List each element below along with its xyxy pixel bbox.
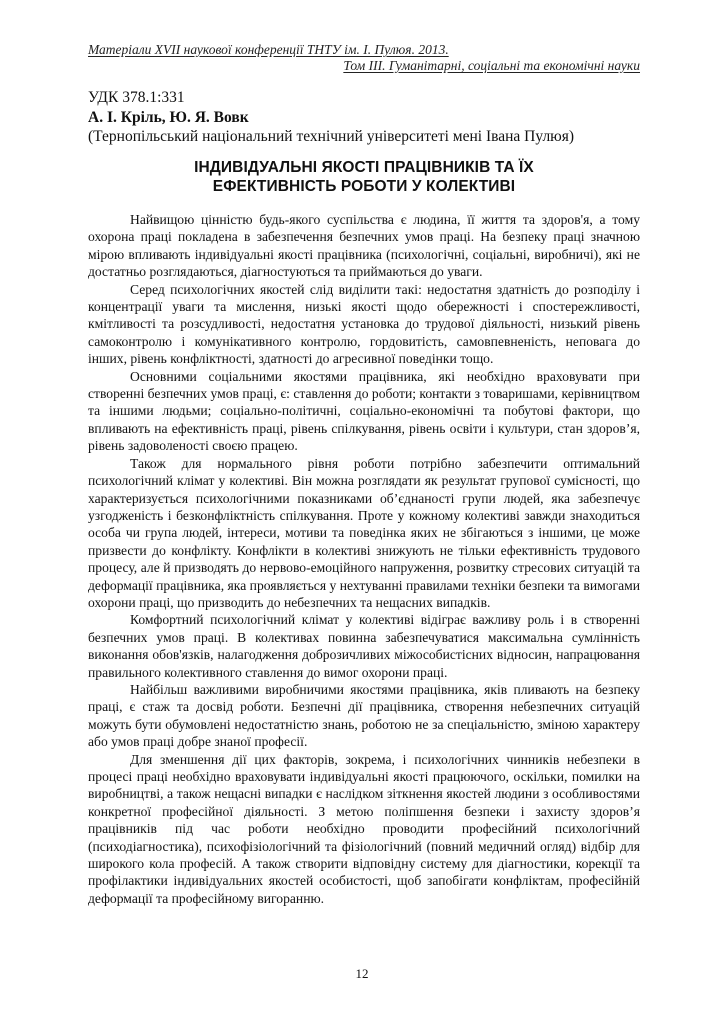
running-header-volume: Том ІІІ. Гуманітарні, соціальні та економічні науки [343, 58, 640, 73]
affiliation: (Тернопільський національний технічний університеті мені Івана Пулюя) [88, 128, 575, 145]
authors: А. І. Кріль, Ю. Я. Вовк [88, 108, 249, 126]
article-body [88, 211, 640, 907]
running-header [88, 42, 640, 74]
paragraph: Для зменшення дії цих факторів, зокрема, і психологічних чинників небезпеки в процесі праці необхідно враховувати індивідуальні якості працюючого, оскільки, помилки на виробництві, а також нещасні випадки є наслідком зіткнення якостей людини з особливостями конкретної професійної діяльності. З метою поліпшення безпеки і захисту здоров’я працівників під час роботи необхідно проводити професійний психологічний (психодіагностика), психофізіологічний та фізіологічний (повний медичний огляд) відбір для широкого кола професій. А також створити відповідну систему для діагностики, корекції та профілактики індивідуальних якостей особистості, щоб запобігати конфліктам, професійній деформації та професійному вигоранню. [88, 751, 640, 906]
article-meta [88, 88, 648, 147]
title-line-2: ЕФЕКТИВНІСТЬ РОБОТИ У КОЛЕКТИВІ [212, 178, 516, 195]
page-number: 12 [355, 966, 369, 981]
title-line-1: ІНДИВІДУАЛЬНІ ЯКОСТІ ПРАЦІВНИКІВ ТА ЇХ [194, 159, 534, 176]
paragraph: Основними соціальними якостями працівника, які необхідно враховувати при створенні безпечних умов праці, є: ставлення до роботи; контакти з товаришами, керівництвом та іншими людьми; соціально-політичні, соціально-економічні та побутові фактори, що впливають на ефективність праці, рівень спілкування, рівень освіти і культури, стан здоров’я, рівень задоволеності своєю працею. [88, 368, 640, 454]
paragraph: Також для нормального рівня роботи потрібно забезпечити оптимальний психологічний клімат у колективі. Він можна розглядати як результат групової сумісності, що характеризується психологічними показниками об’єднаності групи людей, яка забезпечує узгодженість і безконфліктність спілкування. Проте у кожному колективі завжди знаходиться особа чи група людей, інтереси, мотиви та поведінка яких не збігаються з іншими, це може призвести до конфлікту. Конфлікти в колективі знижують не тільки ефективність трудового процесу, але й призводять до нервово-емоційного напруження, розвитку стресових ситуацій та деформації працівника, яка проявляється у нехтуванні правилами техніки безпеки та вимогами охорони праці, що призводить до небезпечних та нещасних випадків. [88, 455, 640, 610]
udc-code: УДК 378.1:331 [88, 89, 185, 106]
paragraph: Найвищою цінністю будь-якого суспільства є людина, її життя та здоров'я, а тому охорона праці покладена в забезпечення безпечних умов праці. На безпеку праці значною мірою впливають індивідуальні якості працівника (психологічні, соціальні, виробничі), які не достатньо розглядаються, діагностуються та приймаються до уваги. [88, 212, 640, 280]
paragraph: Комфортний психологічний клімат у колективі відіграє важливу роль і в створенні безпечних умов праці. В колективах повинна забезпечуватися максимальна сумлінність виконання обов'язків, налагодження доброзичливих міжособистісних відносин, напрацювання правильного колективного ставлення до вимог охорони праці. [88, 612, 640, 680]
paragraph: Найбільш важливими виробничими якостями працівника, яків пливають на безпеку праці, є стаж та досвід роботи. Безпечні дії працівника, створення небезпечних ситуацій можуть бути обумовлені недостатністю знань, роботою не за спеціальністю, зміною характеру або умов праці добре знаної професії. [88, 681, 640, 750]
paragraph: Серед психологічних якостей слід виділити такі: недостатня здатність до розподілу і концентрації уваги та мислення, низькі якості щодо обережності і спостережливості, кмітливості та розсудливості, недостатня установка до трудової діяльності, низький рівень самоконтролю і комунікативного контролю, гордовитість, самовпевненість, неповага до інших, рівень конфліктності, здатності до агресивної поведінки тощо. [88, 281, 640, 367]
article-title [88, 158, 640, 196]
running-header-conference: Матеріали XVІІ наукової конференції ТНТУ ім. І. Пулюя. 2013. [88, 42, 449, 57]
